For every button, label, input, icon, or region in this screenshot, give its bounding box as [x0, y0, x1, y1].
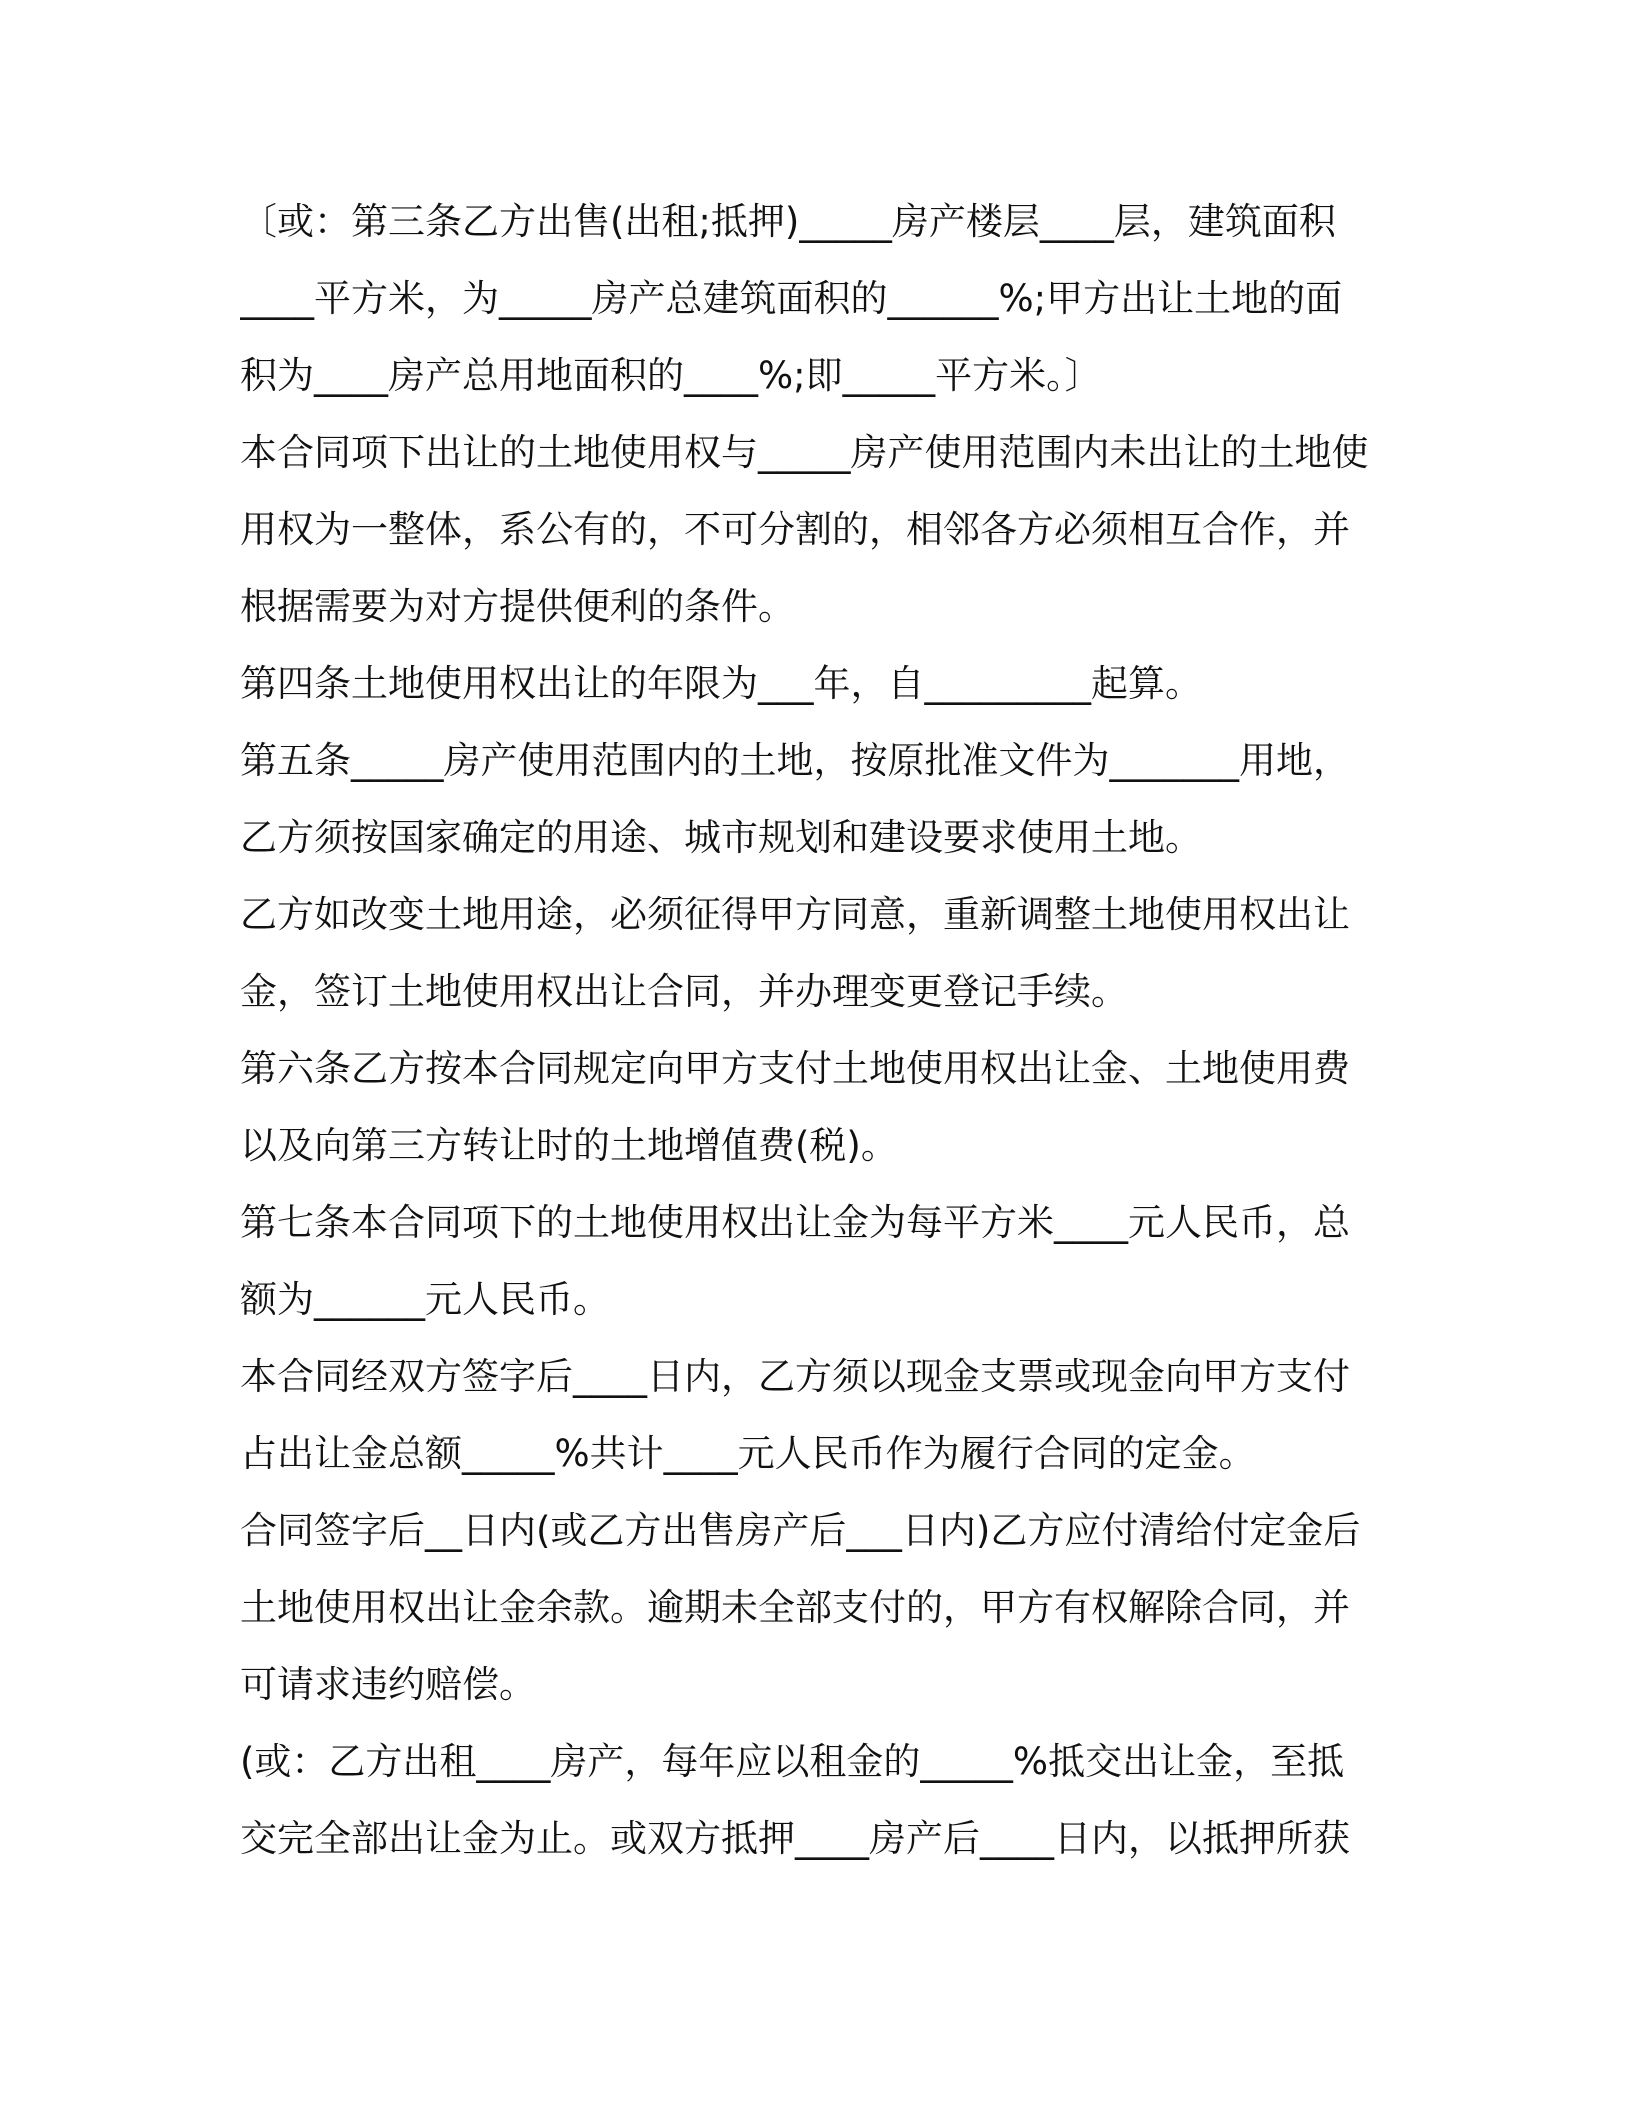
text-line: 第七条本合同项下的土地使用权出让金为每平方米____元人民币，总	[240, 1201, 1350, 1244]
text-line: 本合同经双方签字后____日内，乙方须以现金支票或现金向甲方支付	[240, 1355, 1350, 1398]
text-line: 可请求违约赔偿。	[240, 1663, 536, 1706]
text-line: (或：乙方出租____房产，每年应以租金的_____%抵交出让金，至抵	[240, 1740, 1345, 1783]
text-line: 乙方如改变土地用途，必须征得甲方同意，重新调整土地使用权出让	[240, 893, 1350, 936]
text-line: 第四条土地使用权出让的年限为___年，自_________起算。	[240, 662, 1202, 705]
text-line: 乙方须按国家确定的用途、城市规划和建设要求使用土地。	[240, 816, 1202, 859]
text-line: 第六条乙方按本合同规定向甲方支付土地使用权出让金、土地使用费	[240, 1047, 1350, 1090]
text-line: ____平方米，为_____房产总建筑面积的______%;甲方出让土地的面	[240, 277, 1343, 320]
text-line: 用权为一整体，系公有的，不可分割的，相邻各方必须相互合作，并	[240, 508, 1350, 551]
text-line: 积为____房产总用地面积的____%;即_____平方米。〕	[240, 354, 1102, 397]
document-body	[240, 183, 1400, 1877]
text-line: 额为______元人民币。	[240, 1278, 610, 1321]
text-line: 金，签订土地使用权出让合同，并办理变更登记手续。	[240, 970, 1128, 1013]
text-line: 交完全部出让金为止。或双方抵押____房产后____日内，以抵押所获	[240, 1817, 1350, 1860]
text-line: 土地使用权出让金余款。逾期未全部支付的，甲方有权解除合同，并	[240, 1586, 1350, 1629]
text-line: 〔或：第三条乙方出售(出租;抵押)_____房产楼层____层，建筑面积	[240, 200, 1336, 243]
text-line: 第五条_____房产使用范围内的土地，按原批准文件为_______用地，	[240, 739, 1350, 782]
text-line: 占出让金总额_____%共计____元人民币作为履行合同的定金。	[240, 1432, 1256, 1475]
text-line: 根据需要为对方提供便利的条件。	[240, 585, 795, 628]
text-line: 以及向第三方转让时的土地增值费(税)。	[240, 1124, 898, 1167]
text-line: 本合同项下出让的土地使用权与_____房产使用范围内未出让的土地使	[240, 431, 1369, 474]
text-line: 合同签字后__日内(或乙方出售房产后___日内)乙方应付清给付定金后	[240, 1509, 1361, 1552]
